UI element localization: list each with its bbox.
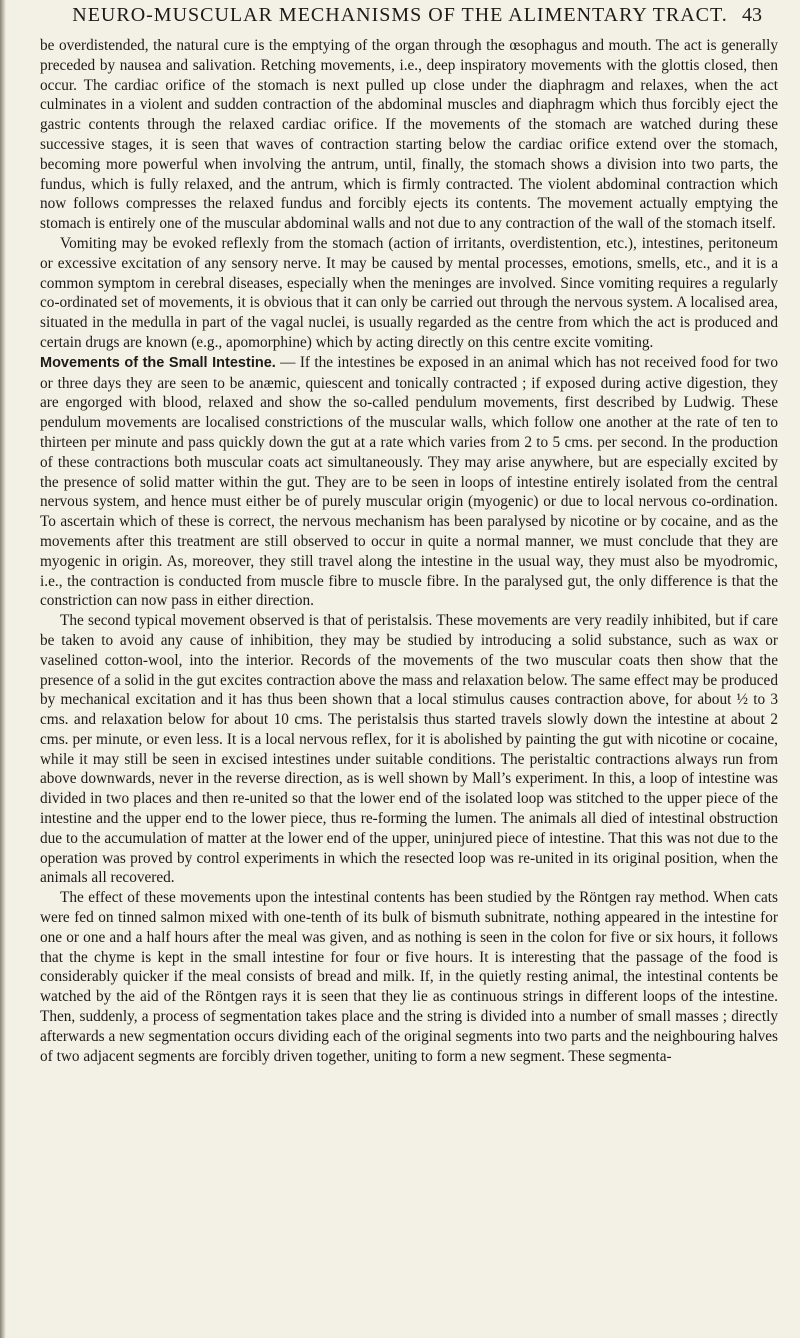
- running-title: NEURO-MUSCULAR MECHANISMS OF THE ALIMENTARY TRACT.: [72, 4, 728, 26]
- paragraph-vomiting-mechanism: be overdistended, the natural cure is the emptying of the organ through the œsophagus and mouth. The act is generally preceded by nausea and salivation. Retching movements, i.e., deep inspiratory movements with the glottis closed, then occur. The cardiac orifice of the stomach is next pulled up close under the diaphragm and relaxes, when the act culminates in a violent and sudden contraction of the abdominal muscles and diaphragm which thus forcibly eject the gastric contents through the relaxed cardiac orifice. If the movements of the stomach are watched during these successive stages, it is seen that waves of contraction starting below the cardiac orifice extend over the stomach, becoming more powerful when involving the antrum, until, finally, the stomach shows a division into two parts, the fundus, which is fully relaxed, and the antrum, which is firmly contracted. The violent abdominal contraction which now follows compresses the relaxed fundus and forcibly ejects its contents. The movement actually emptying the stomach is entirely one of the muscular abdominal walls and not due to any contraction of the wall of the stomach itself.: [40, 37, 778, 233]
- body-text: [40, 36, 778, 1066]
- paragraph-small-intestine: [40, 353, 778, 611]
- paragraph-vomiting-causes: Vomiting may be evoked reflexly from the stomach (action of irritants, overdistention, etc.), intestines, peritoneum or excessive excitation of any sensory nerve. It may be caused by mental processes, emotions, smells, etc., and it is a common symptom in cerebral diseases, especially when the meninges are involved. Since vomiting requires a regularly co-ordinated set of movements, it is obvious that it can only be carried out through the nervous system. A localised area, situated in the medulla in part of the vagal nuclei, is usually regarded as the centre from which the act is produced and certain drugs are known (e.g., apomorphine) which by acting directly on this centre excite vomiting.: [40, 234, 778, 351]
- paragraph-small-intestine-text: — If the intestines be exposed in an animal which has not received food for two or three days they are seen to be anæmic, quiescent and tonically contracted ; if exposed during active digestion, they are engorged with blood, relaxed and show the so-called pendulum movements, first described by Ludwig. These pendulum movements are localised constrictions of the muscular walls, which follow one another at the rate of ten to thirteen per minute and pass quickly down the gut at a rate which varies from 2 to 5 cms. per second. In the production of these contractions both muscular coats act simultaneously. They may arise anywhere, but are especially excited by the presence of solid matter within the gut. They are to be seen in loops of intestine entirely isolated from the central nervous system, and hence must either be of purely muscular origin (myogenic) or due to local nervous co-ordination. To ascertain which of these is correct, the nervous mechanism has been paralysed by nicotine or by cocaine, and as the movements after this treatment are still observed to occur in quite a normal manner, we must conclude that they are myogenic in origin. As, moreover, they still travel along the intestine in the usual way, they must also be myodromic, i.e., the contraction is conducted from muscle fibre to muscle fibre. In the paralysed gut, the only difference is that the constriction can now pass in either direction.: [40, 353, 778, 610]
- page-number: 43: [742, 4, 762, 26]
- paragraph-peristalsis: The second typical movement observed is that of peristalsis. These movements are very readily inhibited, but if care be taken to avoid any cause of inhibition, they may be studied by introducing a solid substance, such as wax or vaselined cotton-wool, into the interior. Records of the movements of the two muscular coats then show that the presence of a solid in the gut excites contraction above the mass and relaxation below. The same effect may be produced by mechanical excitation and it has thus been shown that a local stimulus causes contraction above, for about ½ to 3 cms. and relaxation below for about 10 cms. The peristalsis thus started travels slowly down the intestine at about 2 cms. per minute, or even less. It is a local nervous reflex, for it is abolished by painting the gut with nicotine or cocaine, while it may still be seen in excised intestines under suitable conditions. The peristaltic contractions always run from above downwards, never in the reverse direction, as is well shown by Mall’s experiment. In this, a loop of intestine was divided in two places and then re-united so that the lower end of the isolated loop was stitched to the upper piece of the intestine and the upper end to the lower piece, thus re-forming the lumen. The animals all died of intestinal obstruction due to the accumulation of matter at the lower end of the upper, uninjured piece of intestine. That this was not due to the operation was proved by control experiments in which the resected loop was re-united in its original position, when the animals all recovered.: [40, 612, 778, 887]
- page-edge-shadow: [0, 0, 6, 1338]
- running-head: [0, 2, 800, 32]
- section-heading: Movements of the Small Intestine.: [40, 354, 276, 371]
- paragraph-rontgen-method: The effect of these movements upon the intestinal contents has been studied by the Röntgen ray method. When cats were fed on tinned salmon mixed with one-tenth of its bulk of bismuth subnitrate, nothing appeared in the intestine for one or one and a half hours after the meal was given, and as nothing is seen in the colon for five or six hours, it follows that the chyme is kept in the small intestine for four or five hours. It is interesting that the passage of the food is considerably quicker if the meal consists of bread and milk. If, in the quietly resting animal, the intestinal contents be watched by the aid of the Röntgen rays it is seen that they lie as continuous strings in different loops of the intestine. Then, suddenly, a process of segmentation takes place and the string is divided into a number of small masses ; directly afterwards a new segmentation occurs dividing each of the original segments into two parts and the neighbouring halves of two adjacent segments are forcibly driven together, uniting to form a new segment. These segmenta-: [40, 889, 778, 1065]
